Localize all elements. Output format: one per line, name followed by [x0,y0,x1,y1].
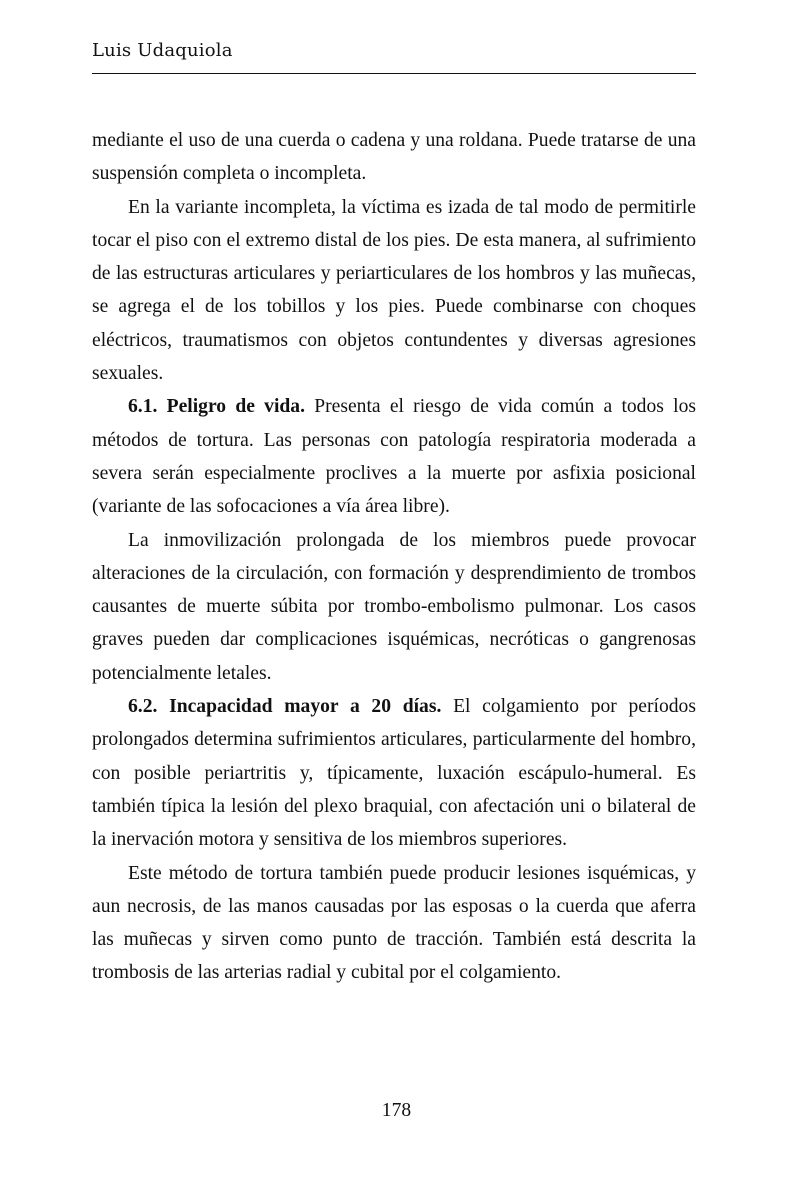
header-rule [92,73,696,74]
body-text [92,124,696,990]
running-head: Luis Udaquiola [92,40,233,61]
section-6-2-heading: 6.2. Incapacidad mayor a 20 días. [128,696,442,718]
paragraph-continuation: mediante el uso de una cuerda o cadena y una roldana. Puede tratarse de una suspensión completa o incompleta. [92,130,696,185]
paragraph-immobilization: La inmovilización prolongada de los miembros puede provocar alteraciones de la circulación, con formación y desprendimiento de trombos causantes de muerte súbita por trombo-embolismo pulmonar. Los casos graves pueden dar complicaciones isquémicas, necróticas o gangrenosas potencialmente letales. [92,529,696,684]
section-6-2-text: El colgamiento por períodos prolongados determina sufrimientos articulares, particularmente del hombro, con posible periartritis y, típicamente, luxación escápulo-humeral. Es también típica la lesión del plexo braquial, con afectación uni o bilateral de la inervación motora y sensitiva de los miembros superiores. [92,696,696,851]
paragraph-ischemic-lesions: Este método de tortura también puede producir lesiones isquémicas, y aun necrosis, de las manos causadas por las esposas o la cuerda que aferra las muñecas y sirven como punto de tracción. También está descrita la trombosis de las arterias radial y cubital por el colgamiento. [92,862,696,984]
section-6-1-text: Presenta el riesgo de vida común a todos los métodos de tortura. Las personas con patología respiratoria moderada a severa serán especialmente proclives a la muerte por asfixia posicional (variante de las sofocaciones a vía área libre). [92,396,696,518]
paragraph-incomplete-variant: En la variante incompleta, la víctima es izada de tal modo de permitirle tocar el piso con el extremo distal de los pies. De esta manera, al sufrimiento de las estructuras articulares y periarticulares de los hombros y las muñecas, se agrega el de los tobillos y los pies. Puede combinarse con choques eléctricos, traumatismos con objetos contundentes y diversas agresiones sexuales. [92,196,696,385]
section-6-2 [92,690,696,856]
section-6-1 [92,390,696,523]
section-6-1-heading: 6.1. Peligro de vida. [128,396,305,418]
page-number: 178 [381,1100,412,1121]
